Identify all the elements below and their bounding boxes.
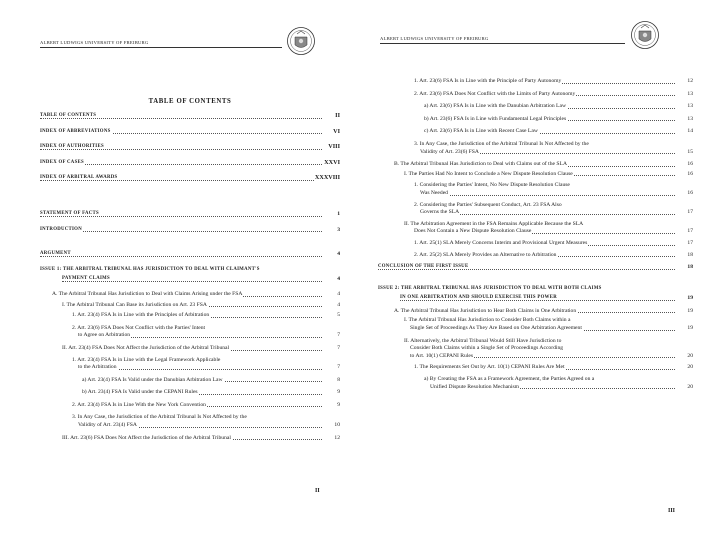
toc-entry[interactable]: ISSUE 1: THE ARBITRAL TRIBUNAL HAS JURISDICTION TO DEAL WITH CLAIMANT'S	[40, 266, 260, 272]
toc-entry[interactable]: A. The Arbitral Tribunal Has Jurisdiction to Deal with Claims Arising under the FSA 4	[52, 290, 340, 297]
toc-entry[interactable]: 2. Art. 23(4) FSA Is in Line With the New York Convention 9	[72, 401, 340, 408]
toc-entry[interactable]: b) Art. 23(6) FSA Is in Line with Fundamental Legal Principles 13	[424, 115, 693, 122]
university-seal-icon	[286, 26, 316, 56]
toc-entry[interactable]: a) By Creating the FSA as a Framework Agreement, the Parties Agreed on a	[424, 376, 595, 383]
page-header: ALBERT LUDWIGS UNIVERSITY OF FREIBURG	[380, 36, 625, 44]
toc-entry[interactable]: Validity of Art. 23(4) FSA 10	[78, 422, 340, 429]
toc-entry[interactable]: 3. In Any Case, the Jurisdiction of the Arbitral Tribunal Is Not Affected by the	[72, 414, 247, 421]
toc-entry[interactable]: INDEX OF ARBITRAL AWARDS XXXVIII	[40, 174, 340, 182]
toc-entry[interactable]: 2. Art. 25(2) SLA Merely Provides an Alternative to Arbitration 18	[414, 251, 693, 258]
toc-entry[interactable]: INDEX OF ABBREVIATIONS VI	[40, 127, 340, 135]
university-seal-icon	[630, 20, 660, 50]
toc-entry[interactable]: 2. Art. 23(6) FSA Does Not Conflict with the Parties' Intent	[72, 324, 206, 331]
page-number: III	[668, 508, 676, 514]
toc-entry[interactable]: a) Art. 23(6) FSA Is in Line with the Danubian Arbitration Law 13	[424, 103, 693, 110]
page-number: II	[315, 488, 320, 494]
toc-entry[interactable]: b) Art. 23(4) FSA Is Valid under the CEPANI Rules 9	[82, 389, 340, 396]
toc-entry[interactable]: ARGUMENT 4	[40, 251, 340, 258]
toc-entry[interactable]: TABLE OF CONTENTS II	[40, 112, 340, 119]
toc-entry[interactable]: IN ONE ARBITRATION AND SHOULD EXERCISE THIS POWER 19	[400, 295, 693, 302]
toc-entry[interactable]: B. The Arbitral Tribunal Has Jurisdiction to Deal with Claims out of the SLA 16	[394, 161, 693, 168]
toc-entry[interactable]: Does Not Contain a New Dispute Resolution Clause 17	[414, 228, 693, 235]
toc-entry[interactable]: PAYMENT CLAIMS 4	[62, 276, 340, 283]
toc-entry[interactable]: 1. The Requirements Set Out by Art. 10(1) CEPANI Rules Are Met 20	[414, 364, 693, 371]
toc-entry[interactable]: STATEMENT OF FACTS 1	[40, 210, 340, 217]
right-page	[372, 18, 702, 518]
toc-entry[interactable]: I. The Parties Had No Intent to Conclude a New Dispute Resolution Clause 16	[404, 170, 693, 177]
page-header: ALBERT LUDWIGS UNIVERSITY OF FREIBURG	[40, 40, 282, 48]
toc-entry[interactable]: I. The Arbitral Tribunal Has Jurisdiction to Consider Both Claims within a	[404, 317, 571, 324]
toc-entry[interactable]: 1. Considering the Parties' Intent, No New Dispute Resolution Clause	[414, 182, 570, 189]
toc-entry[interactable]: Consider Both Claims within a Single Set of Proceedings According	[410, 345, 564, 352]
toc-entry[interactable]: CONCLUSION OF THE FIRST ISSUE 18	[378, 264, 693, 271]
toc-entry[interactable]: Validity of Art. 23(6) FSA 15	[420, 148, 693, 155]
toc-entry[interactable]: II. The Arbitration Agreement in the FSA Remains Applicable Because the SLA	[404, 220, 584, 227]
toc-entry[interactable]: Governs the SLA 17	[420, 209, 693, 216]
toc-entry[interactable]: c) Art. 23(6) FSA Is in Line with Recent Case Law 14	[424, 128, 693, 135]
toc-list	[378, 78, 693, 394]
toc-title: TABLE OF CONTENTS	[148, 98, 232, 105]
toc-entry[interactable]: ISSUE 2: THE ARBITRAL TRIBUNAL HAS JURISDICTION TO DEAL WITH BOTH CLAIMS	[378, 285, 602, 291]
toc-entry[interactable]: INDEX OF AUTHORITIES VIII	[40, 143, 340, 151]
toc-entry[interactable]: II. Art. 23(4) FSA Does Not Affect the Jurisdiction of the Arbitral Tribunal 7	[62, 344, 340, 351]
toc-entry[interactable]: A. The Arbitral Tribunal Has Jurisdiction to Hear Both Claims in One Arbitration 19	[394, 307, 693, 314]
toc-entry[interactable]: 3. In Any Case, the Jurisdiction of the Arbitral Tribunal Is Not Affected by the	[414, 140, 589, 147]
toc-entry[interactable]: III. Art. 23(6) FSA Does Not Affect the Jurisdiction of the Arbitral Tribunal 12	[62, 434, 340, 441]
toc-entry[interactable]: 1. Art. 23(6) FSA Is in Line with the Principle of Party Autonomy 12	[414, 78, 693, 84]
toc-entry[interactable]: 1. Art. 23(4) FSA Is in Line with the Principles of Arbitration 5	[72, 312, 340, 319]
toc-entry[interactable]: INDEX OF CASES XXVI	[40, 158, 340, 166]
toc-entry[interactable]: Was Needed 16	[420, 189, 693, 196]
toc-entry[interactable]: Single Set of Proceedings As They Are Based on One Arbitration Agreement 19	[410, 325, 693, 332]
toc-entry[interactable]: to Agree on Arbitration 7	[78, 332, 340, 339]
toc-entry[interactable]: a) Art. 23(4) FSA Is Valid under the Danubian Arbitration Law 8	[82, 376, 340, 383]
toc-entry[interactable]: II. Alternatively, the Arbitral Tribunal Would Still Have Jurisdiction to	[404, 337, 562, 344]
toc-entry[interactable]: 2. Considering the Parties' Subsequent Conduct, Art. 23 FSA Also	[414, 201, 562, 208]
toc-entry[interactable]: 1. Art. 23(4) FSA Is in Line with the Legal Framework Applicable	[72, 356, 221, 363]
toc-entry[interactable]: to Art. 10(1) CEPANI Rules 20	[410, 352, 693, 359]
toc-entry[interactable]: Unified Dispute Resolution Mechanism 20	[430, 383, 693, 390]
toc-entry[interactable]: to the Arbitration 7	[78, 364, 340, 371]
toc-entry[interactable]: INTRODUCTION 3	[40, 226, 340, 233]
toc-entry[interactable]: I. The Arbitral Tribunal Can Base its Jurisdiction on Art. 23 FSA 4	[62, 301, 340, 308]
left-page	[22, 18, 352, 518]
toc-entry[interactable]: 2. Art. 23(6) FSA Does Not Conflict with the Limits of Party Autonomy 13	[414, 90, 693, 97]
toc-entry[interactable]: 1. Art. 25(1) SLA Merely Concerns Interim and Provisional Urgent Measures 17	[414, 239, 693, 246]
toc-list	[40, 112, 340, 447]
